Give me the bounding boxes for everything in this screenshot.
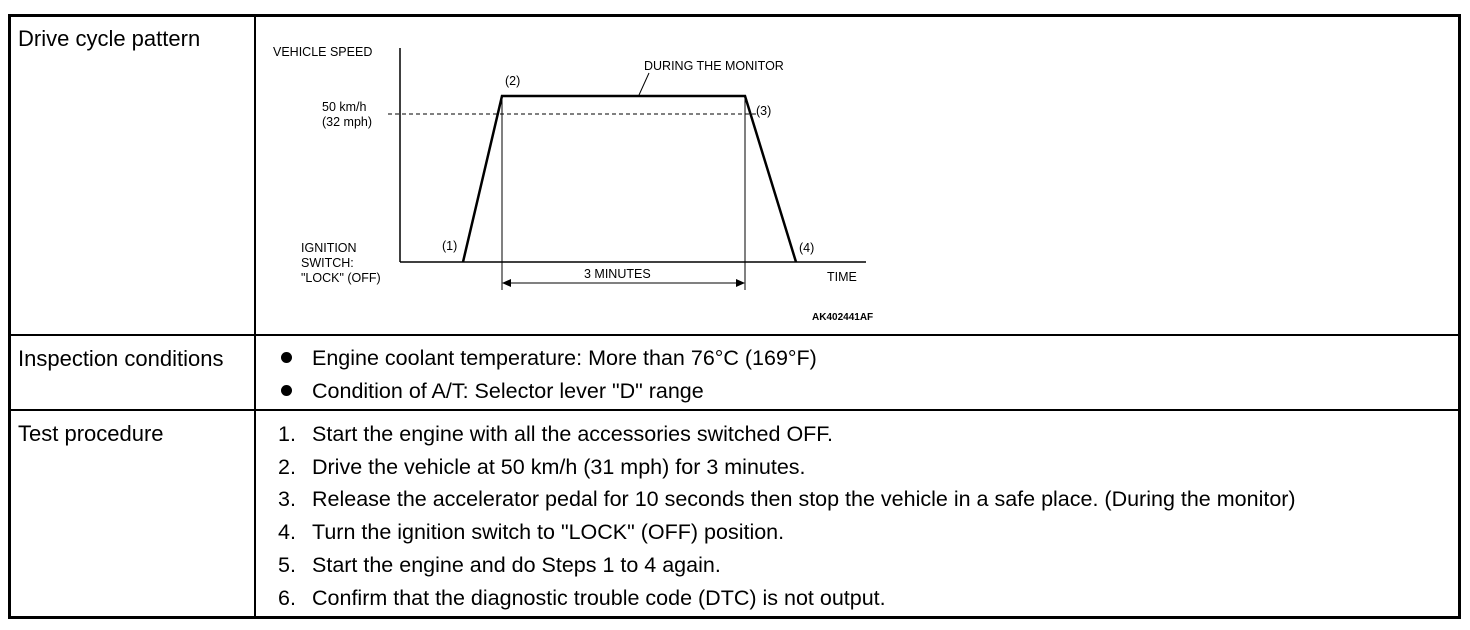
arrow-head-left [502,279,511,287]
procedure-step [278,520,784,545]
procedure-step [278,422,833,447]
step-number: 6. [278,586,296,610]
ignition-label: SWITCH: [301,256,354,270]
step-text: Release the accelerator pedal for 10 seconds then stop the vehicle in a safe place. (During the monitor) [312,487,1296,511]
point-label: (3) [756,104,772,118]
procedure-step [278,455,806,480]
inspection-item [278,346,817,371]
step-number: 5. [278,553,296,577]
procedure-step [278,586,886,611]
duration-label: 3 MINUTES [584,267,651,281]
point-label: (4) [799,241,815,255]
y-axis-label: VEHICLE SPEED [273,45,373,59]
drive-cycle-label: Drive cycle pattern [18,26,201,51]
x-axis-label: TIME [827,270,857,284]
inspection-item-text: Condition of A/T: Selector lever "D" range [312,379,704,403]
inspection-item-text: Engine coolant temperature: More than 76°C (169°F) [312,346,817,370]
monitor-leader [639,73,649,95]
point-label: (1) [442,239,458,253]
ignition-label: "LOCK" (OFF) [301,271,381,285]
step-text: Turn the ignition switch to "LOCK" (OFF) position. [312,520,785,544]
procedure-step [278,553,721,578]
test-procedure-label: Test procedure [18,421,164,446]
point-label: (2) [505,74,521,88]
bullet-icon [281,352,292,363]
procedure-step [278,487,1296,512]
step-text: Start the engine and do Steps 1 to 4 again. [312,553,721,577]
step-number: 2. [278,455,296,479]
step-text: Confirm that the diagnostic trouble code (DTC) is not output. [312,586,886,610]
arrow-head-right [736,279,745,287]
monitor-label: DURING THE MONITOR [644,59,784,73]
inspection-conditions-label: Inspection conditions [18,346,224,371]
ignition-label: IGNITION [301,241,357,255]
figure-id: AK402441AF [812,312,874,323]
speed-trace [463,96,796,262]
speed-label: 50 km/h [322,100,367,114]
bullet-icon [281,385,292,396]
inspection-item [278,379,704,404]
speed-label-mph: (32 mph) [322,115,373,129]
step-text: Start the engine with all the accessories switched OFF. [312,422,834,446]
step-number: 4. [278,520,296,544]
step-number: 1. [278,422,296,446]
step-number: 3. [278,487,296,511]
step-text: Drive the vehicle at 50 km/h (31 mph) for 3 minutes. [312,455,806,479]
